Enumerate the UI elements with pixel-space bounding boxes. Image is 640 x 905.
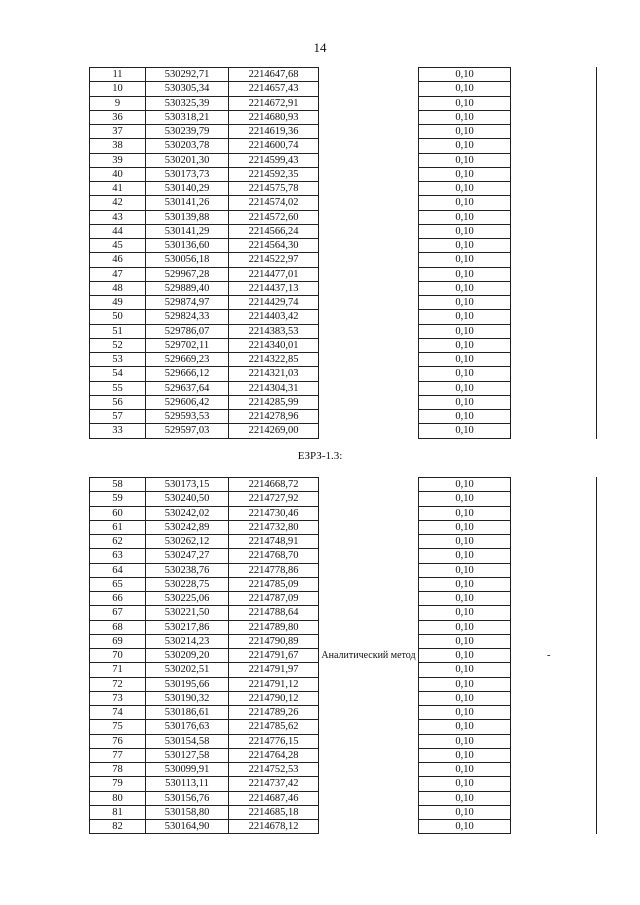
method-cell <box>319 196 419 210</box>
table-row <box>90 281 587 295</box>
point-number-cell: 9 <box>90 96 146 110</box>
method-cell <box>319 68 419 82</box>
coordinates-table-2 <box>89 477 587 834</box>
point-number-cell: 70 <box>90 649 146 663</box>
y-coordinate-cell: 2214340,01 <box>229 338 319 352</box>
x-coordinate-cell: 530201,30 <box>146 153 229 167</box>
method-cell <box>319 353 419 367</box>
method-cell <box>319 281 419 295</box>
table-row <box>90 182 587 196</box>
x-coordinate-cell: 530209,20 <box>146 649 229 663</box>
table-row <box>90 424 587 438</box>
accuracy-cell: 0,10 <box>419 353 511 367</box>
table-row <box>90 167 587 181</box>
point-number-cell: 42 <box>90 196 146 210</box>
y-coordinate-cell: 2214737,42 <box>229 777 319 791</box>
accuracy-cell: 0,10 <box>419 381 511 395</box>
method-cell: Аналитический метод <box>319 478 419 834</box>
x-coordinate-cell: 530158,80 <box>146 805 229 819</box>
y-coordinate-cell: 2214574,02 <box>229 196 319 210</box>
point-number-cell: 10 <box>90 82 146 96</box>
section-caption: ЕЗРЗ-1.3: <box>297 450 343 462</box>
method-cell <box>319 310 419 324</box>
point-number-cell: 40 <box>90 167 146 181</box>
y-coordinate-cell: 2214619,36 <box>229 125 319 139</box>
x-coordinate-cell: 530242,89 <box>146 520 229 534</box>
x-coordinate-cell: 530228,75 <box>146 577 229 591</box>
method-cell <box>319 367 419 381</box>
x-coordinate-cell: 530262,12 <box>146 535 229 549</box>
method-cell <box>319 410 419 424</box>
point-number-cell: 75 <box>90 720 146 734</box>
accuracy-cell: 0,10 <box>419 110 511 124</box>
accuracy-cell: 0,10 <box>419 324 511 338</box>
table-row <box>90 82 587 96</box>
point-number-cell: 45 <box>90 239 146 253</box>
accuracy-cell: 0,10 <box>419 68 511 82</box>
accuracy-cell: 0,10 <box>419 620 511 634</box>
method-cell <box>319 253 419 267</box>
x-coordinate-cell: 530325,39 <box>146 96 229 110</box>
x-coordinate-cell: 529597,03 <box>146 424 229 438</box>
point-number-cell: 58 <box>90 478 146 492</box>
note-cell <box>511 367 587 381</box>
accuracy-cell: 0,10 <box>419 296 511 310</box>
y-coordinate-cell: 2214429,74 <box>229 296 319 310</box>
x-coordinate-cell: 530221,50 <box>146 606 229 620</box>
table-row <box>90 353 587 367</box>
note-cell <box>511 139 587 153</box>
x-coordinate-cell: 529593,53 <box>146 410 229 424</box>
point-number-cell: 57 <box>90 410 146 424</box>
point-number-cell: 69 <box>90 634 146 648</box>
accuracy-cell: 0,10 <box>419 777 511 791</box>
accuracy-cell: 0,10 <box>419 549 511 563</box>
x-coordinate-cell: 530141,29 <box>146 224 229 238</box>
accuracy-cell: 0,10 <box>419 663 511 677</box>
point-number-cell: 33 <box>90 424 146 438</box>
note-cell <box>511 82 587 96</box>
y-coordinate-cell: 2214575,78 <box>229 182 319 196</box>
accuracy-cell: 0,10 <box>419 367 511 381</box>
table-1-right-rule <box>596 67 597 439</box>
table-row <box>90 196 587 210</box>
y-coordinate-cell: 2214787,09 <box>229 592 319 606</box>
point-number-cell: 79 <box>90 777 146 791</box>
x-coordinate-cell: 530292,71 <box>146 68 229 82</box>
accuracy-cell: 0,10 <box>419 763 511 777</box>
x-coordinate-cell: 529702,11 <box>146 338 229 352</box>
point-number-cell: 38 <box>90 139 146 153</box>
y-coordinate-cell: 2214785,62 <box>229 720 319 734</box>
table-row <box>90 381 587 395</box>
note-cell <box>511 410 587 424</box>
x-coordinate-cell: 530247,27 <box>146 549 229 563</box>
x-coordinate-cell: 530238,76 <box>146 563 229 577</box>
y-coordinate-cell: 2214785,09 <box>229 577 319 591</box>
method-cell <box>319 182 419 196</box>
y-coordinate-cell: 2214668,72 <box>229 478 319 492</box>
note-cell <box>511 424 587 438</box>
y-coordinate-cell: 2214383,53 <box>229 324 319 338</box>
accuracy-cell: 0,10 <box>419 267 511 281</box>
point-number-cell: 53 <box>90 353 146 367</box>
method-cell <box>319 125 419 139</box>
point-number-cell: 76 <box>90 734 146 748</box>
x-coordinate-cell: 530056,18 <box>146 253 229 267</box>
x-coordinate-cell: 530239,79 <box>146 125 229 139</box>
point-number-cell: 63 <box>90 549 146 563</box>
point-number-cell: 59 <box>90 492 146 506</box>
accuracy-cell: 0,10 <box>419 563 511 577</box>
table-row <box>90 395 587 409</box>
x-coordinate-cell: 530195,66 <box>146 677 229 691</box>
accuracy-cell: 0,10 <box>419 634 511 648</box>
y-coordinate-cell: 2214269,00 <box>229 424 319 438</box>
point-number-cell: 51 <box>90 324 146 338</box>
x-coordinate-cell: 529666,12 <box>146 367 229 381</box>
accuracy-cell: 0,10 <box>419 281 511 295</box>
note-cell <box>511 167 587 181</box>
note-cell <box>511 381 587 395</box>
y-coordinate-cell: 2214678,12 <box>229 820 319 834</box>
y-coordinate-cell: 2214764,28 <box>229 748 319 762</box>
point-number-cell: 43 <box>90 210 146 224</box>
note-cell <box>511 68 587 82</box>
x-coordinate-cell: 530202,51 <box>146 663 229 677</box>
table-row <box>90 310 587 324</box>
y-coordinate-cell: 2214285,99 <box>229 395 319 409</box>
point-number-cell: 74 <box>90 706 146 720</box>
point-number-cell: 80 <box>90 791 146 805</box>
table-row <box>90 296 587 310</box>
x-coordinate-cell: 529874,97 <box>146 296 229 310</box>
y-coordinate-cell: 2214789,80 <box>229 620 319 634</box>
point-number-cell: 66 <box>90 592 146 606</box>
point-number-cell: 48 <box>90 281 146 295</box>
method-cell <box>319 153 419 167</box>
point-number-cell: 49 <box>90 296 146 310</box>
note-cell <box>511 296 587 310</box>
method-cell <box>319 324 419 338</box>
y-coordinate-cell: 2214752,53 <box>229 763 319 777</box>
accuracy-cell: 0,10 <box>419 310 511 324</box>
x-coordinate-cell: 530141,26 <box>146 196 229 210</box>
y-coordinate-cell: 2214566,24 <box>229 224 319 238</box>
x-coordinate-cell: 530156,76 <box>146 791 229 805</box>
method-cell <box>319 210 419 224</box>
y-coordinate-cell: 2214322,85 <box>229 353 319 367</box>
accuracy-cell: 0,10 <box>419 649 511 663</box>
method-cell <box>319 239 419 253</box>
x-coordinate-cell: 530136,60 <box>146 239 229 253</box>
method-cell <box>319 110 419 124</box>
y-coordinate-cell: 2214727,92 <box>229 492 319 506</box>
y-coordinate-cell: 2214672,91 <box>229 96 319 110</box>
point-number-cell: 11 <box>90 68 146 82</box>
accuracy-cell: 0,10 <box>419 734 511 748</box>
note-cell <box>511 281 587 295</box>
y-coordinate-cell: 2214791,12 <box>229 677 319 691</box>
x-coordinate-cell: 530217,86 <box>146 620 229 634</box>
accuracy-cell: 0,10 <box>419 820 511 834</box>
point-number-cell: 46 <box>90 253 146 267</box>
note-cell: - <box>511 478 587 834</box>
accuracy-cell: 0,10 <box>419 182 511 196</box>
x-coordinate-cell: 530173,73 <box>146 167 229 181</box>
note-cell <box>511 395 587 409</box>
point-number-cell: 41 <box>90 182 146 196</box>
y-coordinate-cell: 2214778,86 <box>229 563 319 577</box>
x-coordinate-cell: 530139,88 <box>146 210 229 224</box>
note-cell <box>511 110 587 124</box>
method-cell <box>319 424 419 438</box>
point-number-cell: 61 <box>90 520 146 534</box>
table-row <box>90 239 587 253</box>
accuracy-cell: 0,10 <box>419 535 511 549</box>
accuracy-cell: 0,10 <box>419 395 511 409</box>
x-coordinate-cell: 530099,91 <box>146 763 229 777</box>
point-number-cell: 73 <box>90 691 146 705</box>
table-row <box>90 267 587 281</box>
point-number-cell: 65 <box>90 577 146 591</box>
method-cell <box>319 296 419 310</box>
y-coordinate-cell: 2214572,60 <box>229 210 319 224</box>
y-coordinate-cell: 2214599,43 <box>229 153 319 167</box>
accuracy-cell: 0,10 <box>419 720 511 734</box>
note-cell <box>511 239 587 253</box>
y-coordinate-cell: 2214732,80 <box>229 520 319 534</box>
note-cell <box>511 310 587 324</box>
y-coordinate-cell: 2214730,46 <box>229 506 319 520</box>
point-number-cell: 72 <box>90 677 146 691</box>
y-coordinate-cell: 2214788,64 <box>229 606 319 620</box>
note-cell <box>511 267 587 281</box>
point-number-cell: 68 <box>90 620 146 634</box>
note-cell <box>511 210 587 224</box>
x-coordinate-cell: 530240,50 <box>146 492 229 506</box>
table-row <box>90 324 587 338</box>
method-cell <box>319 381 419 395</box>
x-coordinate-cell: 530318,21 <box>146 110 229 124</box>
method-cell <box>319 139 419 153</box>
accuracy-cell: 0,10 <box>419 96 511 110</box>
note-cell <box>511 153 587 167</box>
note-cell <box>511 125 587 139</box>
table-row <box>90 224 587 238</box>
accuracy-cell: 0,10 <box>419 791 511 805</box>
accuracy-cell: 0,10 <box>419 677 511 691</box>
table-row <box>90 478 587 492</box>
table-row <box>90 68 587 82</box>
accuracy-cell: 0,10 <box>419 239 511 253</box>
point-number-cell: 36 <box>90 110 146 124</box>
x-coordinate-cell: 530127,58 <box>146 748 229 762</box>
y-coordinate-cell: 2214592,35 <box>229 167 319 181</box>
x-coordinate-cell: 530164,90 <box>146 820 229 834</box>
y-coordinate-cell: 2214791,67 <box>229 649 319 663</box>
point-number-cell: 71 <box>90 663 146 677</box>
y-coordinate-cell: 2214403,42 <box>229 310 319 324</box>
accuracy-cell: 0,10 <box>419 520 511 534</box>
x-coordinate-cell: 529606,42 <box>146 395 229 409</box>
x-coordinate-cell: 530154,58 <box>146 734 229 748</box>
table-row <box>90 253 587 267</box>
point-number-cell: 52 <box>90 338 146 352</box>
table-row <box>90 338 587 352</box>
page-number: 14 <box>313 40 327 55</box>
table-row <box>90 410 587 424</box>
note-cell <box>511 96 587 110</box>
point-number-cell: 78 <box>90 763 146 777</box>
x-coordinate-cell: 530113,11 <box>146 777 229 791</box>
y-coordinate-cell: 2214790,89 <box>229 634 319 648</box>
method-cell <box>319 224 419 238</box>
y-coordinate-cell: 2214790,12 <box>229 691 319 705</box>
y-coordinate-cell: 2214748,91 <box>229 535 319 549</box>
point-number-cell: 55 <box>90 381 146 395</box>
accuracy-cell: 0,10 <box>419 153 511 167</box>
y-coordinate-cell: 2214657,43 <box>229 82 319 96</box>
note-cell <box>511 224 587 238</box>
point-number-cell: 54 <box>90 367 146 381</box>
y-coordinate-cell: 2214791,97 <box>229 663 319 677</box>
note-cell <box>511 338 587 352</box>
y-coordinate-cell: 2214278,96 <box>229 410 319 424</box>
y-coordinate-cell: 2214687,46 <box>229 791 319 805</box>
x-coordinate-cell: 530214,23 <box>146 634 229 648</box>
y-coordinate-cell: 2214477,01 <box>229 267 319 281</box>
table-row <box>90 153 587 167</box>
method-cell <box>319 338 419 352</box>
y-coordinate-cell: 2214564,30 <box>229 239 319 253</box>
accuracy-cell: 0,10 <box>419 139 511 153</box>
accuracy-cell: 0,10 <box>419 253 511 267</box>
x-coordinate-cell: 529637,64 <box>146 381 229 395</box>
note-cell <box>511 196 587 210</box>
table-row <box>90 96 587 110</box>
accuracy-cell: 0,10 <box>419 478 511 492</box>
y-coordinate-cell: 2214789,26 <box>229 706 319 720</box>
accuracy-cell: 0,10 <box>419 224 511 238</box>
x-coordinate-cell: 530203,78 <box>146 139 229 153</box>
point-number-cell: 47 <box>90 267 146 281</box>
table-2-right-rule <box>596 477 597 834</box>
accuracy-cell: 0,10 <box>419 125 511 139</box>
table-row <box>90 110 587 124</box>
accuracy-cell: 0,10 <box>419 210 511 224</box>
x-coordinate-cell: 530242,02 <box>146 506 229 520</box>
point-number-cell: 67 <box>90 606 146 620</box>
point-number-cell: 82 <box>90 820 146 834</box>
y-coordinate-cell: 2214776,15 <box>229 734 319 748</box>
table-row <box>90 367 587 381</box>
accuracy-cell: 0,10 <box>419 338 511 352</box>
note-cell <box>511 182 587 196</box>
accuracy-cell: 0,10 <box>419 410 511 424</box>
note-cell <box>511 324 587 338</box>
x-coordinate-cell: 529967,28 <box>146 267 229 281</box>
note-cell <box>511 353 587 367</box>
accuracy-cell: 0,10 <box>419 606 511 620</box>
accuracy-cell: 0,10 <box>419 424 511 438</box>
x-coordinate-cell: 529786,07 <box>146 324 229 338</box>
point-number-cell: 37 <box>90 125 146 139</box>
method-cell <box>319 395 419 409</box>
y-coordinate-cell: 2214600,74 <box>229 139 319 153</box>
y-coordinate-cell: 2214321,03 <box>229 367 319 381</box>
point-number-cell: 77 <box>90 748 146 762</box>
coordinates-table-1 <box>89 67 587 439</box>
x-coordinate-cell: 530305,34 <box>146 82 229 96</box>
x-coordinate-cell: 530225,06 <box>146 592 229 606</box>
y-coordinate-cell: 2214647,68 <box>229 68 319 82</box>
method-cell <box>319 267 419 281</box>
accuracy-cell: 0,10 <box>419 577 511 591</box>
x-coordinate-cell: 529669,23 <box>146 353 229 367</box>
accuracy-cell: 0,10 <box>419 506 511 520</box>
accuracy-cell: 0,10 <box>419 706 511 720</box>
point-number-cell: 39 <box>90 153 146 167</box>
method-cell <box>319 82 419 96</box>
y-coordinate-cell: 2214304,31 <box>229 381 319 395</box>
accuracy-cell: 0,10 <box>419 82 511 96</box>
accuracy-cell: 0,10 <box>419 492 511 506</box>
point-number-cell: 62 <box>90 535 146 549</box>
x-coordinate-cell: 530176,63 <box>146 720 229 734</box>
x-coordinate-cell: 530190,32 <box>146 691 229 705</box>
table-row <box>90 139 587 153</box>
point-number-cell: 56 <box>90 395 146 409</box>
point-number-cell: 64 <box>90 563 146 577</box>
y-coordinate-cell: 2214522,97 <box>229 253 319 267</box>
table-row <box>90 210 587 224</box>
point-number-cell: 50 <box>90 310 146 324</box>
y-coordinate-cell: 2214768,70 <box>229 549 319 563</box>
method-cell <box>319 96 419 110</box>
y-coordinate-cell: 2214437,13 <box>229 281 319 295</box>
table-row <box>90 125 587 139</box>
method-cell <box>319 167 419 181</box>
accuracy-cell: 0,10 <box>419 196 511 210</box>
x-coordinate-cell: 529889,40 <box>146 281 229 295</box>
x-coordinate-cell: 530173,15 <box>146 478 229 492</box>
point-number-cell: 44 <box>90 224 146 238</box>
accuracy-cell: 0,10 <box>419 748 511 762</box>
accuracy-cell: 0,10 <box>419 167 511 181</box>
accuracy-cell: 0,10 <box>419 691 511 705</box>
note-cell <box>511 253 587 267</box>
accuracy-cell: 0,10 <box>419 805 511 819</box>
x-coordinate-cell: 530140,29 <box>146 182 229 196</box>
y-coordinate-cell: 2214680,93 <box>229 110 319 124</box>
y-coordinate-cell: 2214685,18 <box>229 805 319 819</box>
accuracy-cell: 0,10 <box>419 592 511 606</box>
point-number-cell: 60 <box>90 506 146 520</box>
point-number-cell: 81 <box>90 805 146 819</box>
x-coordinate-cell: 529824,33 <box>146 310 229 324</box>
x-coordinate-cell: 530186,61 <box>146 706 229 720</box>
